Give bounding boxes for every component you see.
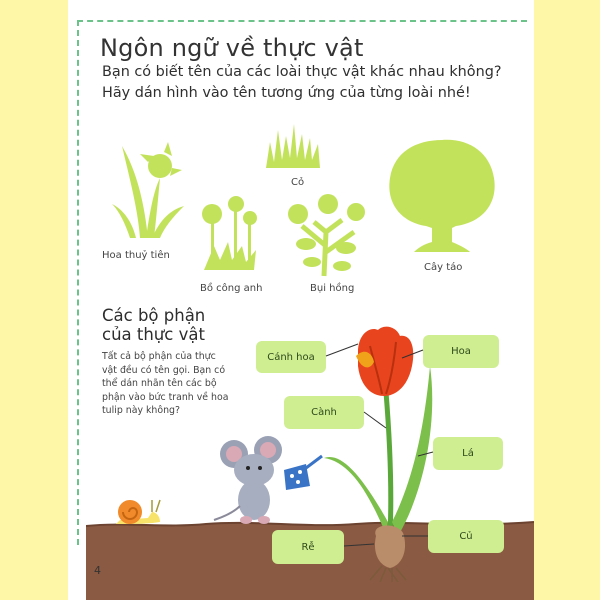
label-canh[interactable]: Cành [284, 396, 364, 429]
parts-section-body: Tất cả bộ phận của thực vật đều có tên gọi. Bạn có thể dán nhãn tên các bộ phận vào bức tranh về hoa tulip này không? [102, 351, 229, 417]
label-la[interactable]: Lá [433, 437, 503, 470]
plant-label-bui-hong: Bụi hồng [310, 283, 355, 294]
parts-title-line1: Các bộ phận [102, 306, 206, 325]
intro-text: Bạn có biết tên của các loài thực vật khác nhau không? Hãy dán hình vào tên tương ứng của từng loài nhé! [102, 64, 502, 101]
label-cu[interactable]: Củ [428, 520, 504, 553]
page-title: Ngôn ngữ về thực vật [100, 34, 364, 62]
plant-label-co: Cỏ [291, 177, 305, 188]
plant-label-cay-tao: Cây táo [424, 262, 463, 273]
page-number: 4 [94, 564, 101, 577]
plant-label-hoa-thuy-tien: Hoa thuỷ tiên [102, 250, 170, 261]
label-hoa[interactable]: Hoa [423, 335, 499, 368]
parts-title-line2: của thực vật [102, 325, 205, 344]
label-canh-hoa[interactable]: Cánh hoa [256, 341, 326, 373]
plant-label-bo-cong-anh: Bồ công anh [200, 283, 263, 294]
label-re[interactable]: Rễ [272, 530, 344, 564]
